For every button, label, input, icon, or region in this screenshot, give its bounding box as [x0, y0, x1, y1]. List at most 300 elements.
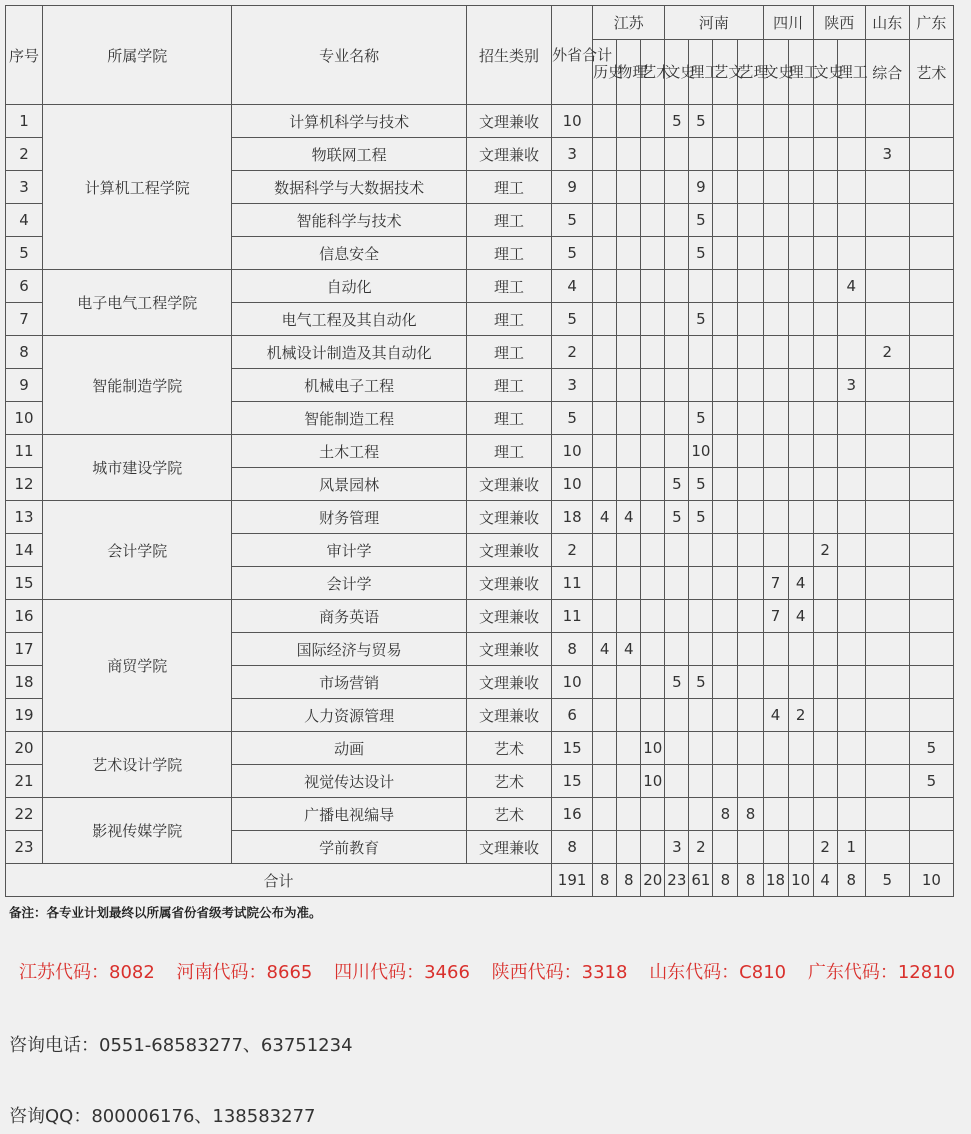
header-subcategory: 艺理: [738, 40, 763, 105]
quota-cell: [641, 501, 665, 534]
row-seq: 2: [6, 138, 43, 171]
college-name: 会计学院: [43, 501, 232, 600]
header-subcategory: 艺术: [909, 40, 953, 105]
quota-cell: [909, 105, 953, 138]
quota-cell: [713, 633, 738, 666]
table-row: [6, 501, 954, 534]
quota-cell: [837, 732, 865, 765]
enroll-type: 理工: [466, 270, 551, 303]
quota-cell: [763, 831, 788, 864]
quota-cell: [665, 204, 689, 237]
quota-cell: [837, 600, 865, 633]
quota-cell: [738, 402, 763, 435]
row-seq: 8: [6, 336, 43, 369]
major-name: 自动化: [232, 270, 466, 303]
quota-cell: [593, 468, 617, 501]
enroll-type: 理工: [466, 435, 551, 468]
enroll-type: 理工: [466, 204, 551, 237]
row-seq: 16: [6, 600, 43, 633]
row-total: 8: [552, 831, 593, 864]
major-name: 人力资源管理: [232, 699, 466, 732]
quota-cell: [713, 501, 738, 534]
quota-cell: 2: [813, 831, 837, 864]
quota-cell: 4: [617, 501, 641, 534]
quota-cell: [865, 303, 909, 336]
quota-cell: [665, 633, 689, 666]
header-subcategory: 理工: [837, 40, 865, 105]
quota-cell: [713, 138, 738, 171]
quota-cell: [713, 666, 738, 699]
quota-cell: [641, 303, 665, 336]
row-seq: 3: [6, 171, 43, 204]
major-name: 财务管理: [232, 501, 466, 534]
quota-cell: [909, 270, 953, 303]
quota-cell: [763, 633, 788, 666]
quota-cell: [738, 204, 763, 237]
table-row: [6, 600, 954, 633]
quota-cell: [813, 171, 837, 204]
quota-cell: [738, 633, 763, 666]
header-province: 山东: [865, 6, 909, 40]
enrollment-plan-table: [5, 5, 954, 897]
quota-cell: 4: [617, 633, 641, 666]
quota-cell: [909, 534, 953, 567]
quota-cell: [909, 204, 953, 237]
enroll-type: 理工: [466, 402, 551, 435]
quota-cell: [909, 435, 953, 468]
quota-cell: [763, 171, 788, 204]
quota-cell: [865, 765, 909, 798]
quota-cell: [865, 666, 909, 699]
major-name: 动画: [232, 732, 466, 765]
enroll-type: 文理兼收: [466, 138, 551, 171]
major-name: 物联网工程: [232, 138, 466, 171]
quota-cell: [865, 468, 909, 501]
quota-cell: [665, 765, 689, 798]
table-row: [6, 336, 954, 369]
quota-cell: [665, 435, 689, 468]
row-total: 8: [552, 633, 593, 666]
quota-cell: [813, 501, 837, 534]
enroll-type: 文理兼收: [466, 501, 551, 534]
quota-cell: [713, 270, 738, 303]
quota-cell: [665, 600, 689, 633]
quota-cell: [763, 105, 788, 138]
quota-cell: 5: [689, 468, 713, 501]
quota-cell: [763, 435, 788, 468]
quota-cell: [593, 765, 617, 798]
quota-cell: [788, 237, 813, 270]
row-total: 15: [552, 765, 593, 798]
quota-cell: [713, 237, 738, 270]
quota-cell: [641, 237, 665, 270]
quota-cell: [641, 798, 665, 831]
row-seq: 5: [6, 237, 43, 270]
quota-cell: [665, 270, 689, 303]
quota-cell: [617, 303, 641, 336]
enroll-type: 理工: [466, 237, 551, 270]
quota-cell: [813, 204, 837, 237]
total-cell: 8: [738, 864, 763, 897]
quota-cell: [665, 732, 689, 765]
quota-cell: [641, 468, 665, 501]
quota-cell: [665, 237, 689, 270]
quota-cell: [837, 567, 865, 600]
quota-cell: [713, 600, 738, 633]
row-total: 10: [552, 468, 593, 501]
enroll-type: 理工: [466, 369, 551, 402]
quota-cell: [593, 798, 617, 831]
total-cell: 8: [713, 864, 738, 897]
quota-cell: [763, 732, 788, 765]
quota-cell: [713, 765, 738, 798]
quota-cell: [689, 732, 713, 765]
quota-cell: [617, 534, 641, 567]
quota-cell: [713, 369, 738, 402]
province-code: 广东代码：12810: [807, 962, 956, 983]
quota-cell: [713, 171, 738, 204]
quota-cell: 10: [689, 435, 713, 468]
quota-cell: [617, 798, 641, 831]
quota-cell: [593, 732, 617, 765]
row-seq: 15: [6, 567, 43, 600]
total-row: [6, 864, 954, 897]
quota-cell: [909, 567, 953, 600]
quota-cell: [865, 633, 909, 666]
quota-cell: [813, 402, 837, 435]
row-total: 5: [552, 303, 593, 336]
row-seq: 11: [6, 435, 43, 468]
quota-cell: [641, 369, 665, 402]
total-cell: 4: [813, 864, 837, 897]
quota-cell: [641, 171, 665, 204]
quota-cell: [593, 600, 617, 633]
major-name: 视觉传达设计: [232, 765, 466, 798]
quota-cell: 5: [689, 402, 713, 435]
quota-cell: [837, 798, 865, 831]
quota-cell: [593, 402, 617, 435]
quota-cell: [689, 699, 713, 732]
enroll-type: 文理兼收: [466, 468, 551, 501]
major-name: 智能制造工程: [232, 402, 466, 435]
quota-cell: [909, 666, 953, 699]
quota-cell: [813, 765, 837, 798]
enroll-type: 文理兼收: [466, 567, 551, 600]
major-name: 广播电视编导: [232, 798, 466, 831]
contact-qq: 咨询QQ：800006176、138583277: [9, 1106, 316, 1127]
header-province: 四川: [763, 6, 813, 40]
province-code: 四川代码：3466: [334, 962, 470, 983]
row-seq: 13: [6, 501, 43, 534]
quota-cell: [909, 633, 953, 666]
quota-cell: [837, 237, 865, 270]
quota-cell: [665, 138, 689, 171]
header-subcategory: 历史: [593, 40, 617, 105]
province-codes: [19, 958, 971, 984]
college-name: 影视传媒学院: [43, 798, 232, 864]
quota-cell: [641, 336, 665, 369]
quota-cell: [813, 798, 837, 831]
row-seq: 19: [6, 699, 43, 732]
college-name: 城市建设学院: [43, 435, 232, 501]
quota-cell: [813, 567, 837, 600]
header-total: 外省合计: [552, 6, 593, 105]
row-seq: 1: [6, 105, 43, 138]
quota-cell: [713, 303, 738, 336]
quota-cell: [738, 765, 763, 798]
total-cell: 8: [593, 864, 617, 897]
row-total: 10: [552, 666, 593, 699]
quota-cell: [593, 105, 617, 138]
quota-cell: [865, 798, 909, 831]
quota-cell: 5: [665, 501, 689, 534]
quota-cell: [713, 468, 738, 501]
quota-cell: [865, 534, 909, 567]
quota-cell: [738, 105, 763, 138]
college-name: 计算机工程学院: [43, 105, 232, 270]
quota-cell: 2: [788, 699, 813, 732]
quota-cell: [617, 699, 641, 732]
total-cell: 18: [763, 864, 788, 897]
quota-cell: [593, 435, 617, 468]
header-subcategory: 物理: [617, 40, 641, 105]
enroll-type: 理工: [466, 171, 551, 204]
quota-cell: [689, 369, 713, 402]
row-total: 6: [552, 699, 593, 732]
quota-cell: [837, 501, 865, 534]
quota-cell: [788, 831, 813, 864]
quota-cell: 5: [689, 303, 713, 336]
quota-cell: 7: [763, 600, 788, 633]
quota-cell: [865, 732, 909, 765]
quota-cell: [909, 369, 953, 402]
quota-cell: [813, 732, 837, 765]
quota-cell: 3: [865, 138, 909, 171]
quota-cell: [665, 798, 689, 831]
row-total: 5: [552, 204, 593, 237]
header-type: 招生类别: [466, 6, 551, 105]
quota-cell: [617, 765, 641, 798]
quota-cell: [909, 336, 953, 369]
quota-cell: [665, 303, 689, 336]
quota-cell: 5: [665, 666, 689, 699]
quota-cell: [665, 369, 689, 402]
quota-cell: [593, 336, 617, 369]
quota-cell: [617, 567, 641, 600]
row-seq: 17: [6, 633, 43, 666]
major-name: 风景园林: [232, 468, 466, 501]
header-subcategory: 综合: [865, 40, 909, 105]
quota-cell: [763, 303, 788, 336]
quota-cell: [865, 204, 909, 237]
quota-cell: [909, 303, 953, 336]
header-province: 河南: [665, 6, 763, 40]
total-cell: 8: [837, 864, 865, 897]
quota-cell: 5: [689, 204, 713, 237]
header-province: 陕西: [813, 6, 865, 40]
quota-cell: [713, 732, 738, 765]
quota-cell: [738, 831, 763, 864]
row-total: 16: [552, 798, 593, 831]
total-cell: 5: [865, 864, 909, 897]
major-name: 智能科学与技术: [232, 204, 466, 237]
province-code: 山东代码：C810: [649, 962, 787, 983]
row-seq: 14: [6, 534, 43, 567]
quota-cell: [738, 171, 763, 204]
header-major: 专业名称: [232, 6, 466, 105]
quota-cell: [788, 336, 813, 369]
quota-cell: [813, 105, 837, 138]
quota-cell: [837, 468, 865, 501]
major-name: 数据科学与大数据技术: [232, 171, 466, 204]
major-name: 信息安全: [232, 237, 466, 270]
enroll-type: 艺术: [466, 765, 551, 798]
quota-cell: 4: [788, 567, 813, 600]
quota-cell: [738, 237, 763, 270]
quota-cell: [788, 105, 813, 138]
quota-cell: [617, 831, 641, 864]
quota-cell: 8: [713, 798, 738, 831]
quota-cell: [641, 666, 665, 699]
quota-cell: 5: [689, 501, 713, 534]
quota-cell: [641, 600, 665, 633]
quota-cell: [788, 171, 813, 204]
row-seq: 20: [6, 732, 43, 765]
quota-cell: [665, 534, 689, 567]
quota-cell: 5: [689, 666, 713, 699]
quota-cell: [641, 567, 665, 600]
quota-cell: [665, 171, 689, 204]
major-name: 机械电子工程: [232, 369, 466, 402]
quota-cell: [865, 435, 909, 468]
row-seq: 10: [6, 402, 43, 435]
quota-cell: [813, 666, 837, 699]
quota-cell: [865, 567, 909, 600]
province-code: 江苏代码：8082: [19, 962, 155, 983]
college-name: 智能制造学院: [43, 336, 232, 435]
quota-cell: [837, 402, 865, 435]
quota-cell: [909, 402, 953, 435]
row-seq: 9: [6, 369, 43, 402]
quota-cell: [865, 600, 909, 633]
row-total: 10: [552, 105, 593, 138]
quota-cell: [837, 303, 865, 336]
quota-cell: [865, 270, 909, 303]
major-name: 电气工程及其自动化: [232, 303, 466, 336]
quota-cell: 5: [689, 105, 713, 138]
total-cell: 10: [909, 864, 953, 897]
quota-cell: [788, 534, 813, 567]
quota-cell: [738, 435, 763, 468]
quota-cell: [738, 468, 763, 501]
quota-cell: [813, 633, 837, 666]
quota-cell: [617, 435, 641, 468]
quota-cell: 10: [641, 765, 665, 798]
row-total: 5: [552, 402, 593, 435]
table-row: [6, 435, 954, 468]
quota-cell: [909, 600, 953, 633]
row-seq: 22: [6, 798, 43, 831]
quota-cell: [713, 567, 738, 600]
quota-cell: [713, 402, 738, 435]
quota-cell: [763, 204, 788, 237]
quota-cell: [738, 567, 763, 600]
enroll-type: 文理兼收: [466, 534, 551, 567]
quota-cell: [763, 765, 788, 798]
quota-cell: [909, 138, 953, 171]
total-cell: 61: [689, 864, 713, 897]
quota-cell: [788, 501, 813, 534]
row-seq: 12: [6, 468, 43, 501]
quota-cell: [617, 171, 641, 204]
quota-cell: [738, 534, 763, 567]
quota-cell: [641, 435, 665, 468]
quota-cell: 2: [865, 336, 909, 369]
quota-cell: [909, 237, 953, 270]
quota-cell: [738, 303, 763, 336]
quota-cell: [865, 171, 909, 204]
header-subcategory: 理工: [788, 40, 813, 105]
quota-cell: [617, 237, 641, 270]
quota-cell: [813, 468, 837, 501]
enroll-type: 艺术: [466, 798, 551, 831]
quota-cell: [689, 798, 713, 831]
row-total: 2: [552, 336, 593, 369]
quota-cell: [593, 171, 617, 204]
quota-cell: [837, 633, 865, 666]
quota-cell: [788, 303, 813, 336]
quota-cell: 5: [665, 105, 689, 138]
quota-cell: [713, 831, 738, 864]
quota-cell: [837, 204, 865, 237]
quota-cell: [593, 534, 617, 567]
quota-cell: [617, 105, 641, 138]
quota-cell: [641, 633, 665, 666]
quota-cell: [837, 534, 865, 567]
enroll-type: 理工: [466, 303, 551, 336]
quota-cell: [593, 831, 617, 864]
quota-cell: [788, 468, 813, 501]
quota-cell: [593, 270, 617, 303]
quota-cell: 8: [738, 798, 763, 831]
major-name: 市场营销: [232, 666, 466, 699]
quota-cell: [617, 732, 641, 765]
quota-cell: [641, 105, 665, 138]
quota-cell: [689, 633, 713, 666]
row-total: 11: [552, 567, 593, 600]
college-name: 商贸学院: [43, 600, 232, 732]
quota-cell: [788, 138, 813, 171]
quota-cell: [617, 402, 641, 435]
enroll-type: 艺术: [466, 732, 551, 765]
major-name: 审计学: [232, 534, 466, 567]
quota-cell: [641, 204, 665, 237]
quota-cell: 5: [909, 732, 953, 765]
quota-cell: [641, 270, 665, 303]
quota-cell: [665, 402, 689, 435]
header-college: 所属学院: [43, 6, 232, 105]
major-name: 国际经济与贸易: [232, 633, 466, 666]
quota-cell: [593, 204, 617, 237]
quota-cell: [713, 204, 738, 237]
quota-cell: [837, 666, 865, 699]
quota-cell: [763, 336, 788, 369]
quota-cell: [713, 105, 738, 138]
quota-cell: [738, 270, 763, 303]
header-seq: 序号: [6, 6, 43, 105]
quota-cell: [617, 204, 641, 237]
row-total: 10: [552, 435, 593, 468]
